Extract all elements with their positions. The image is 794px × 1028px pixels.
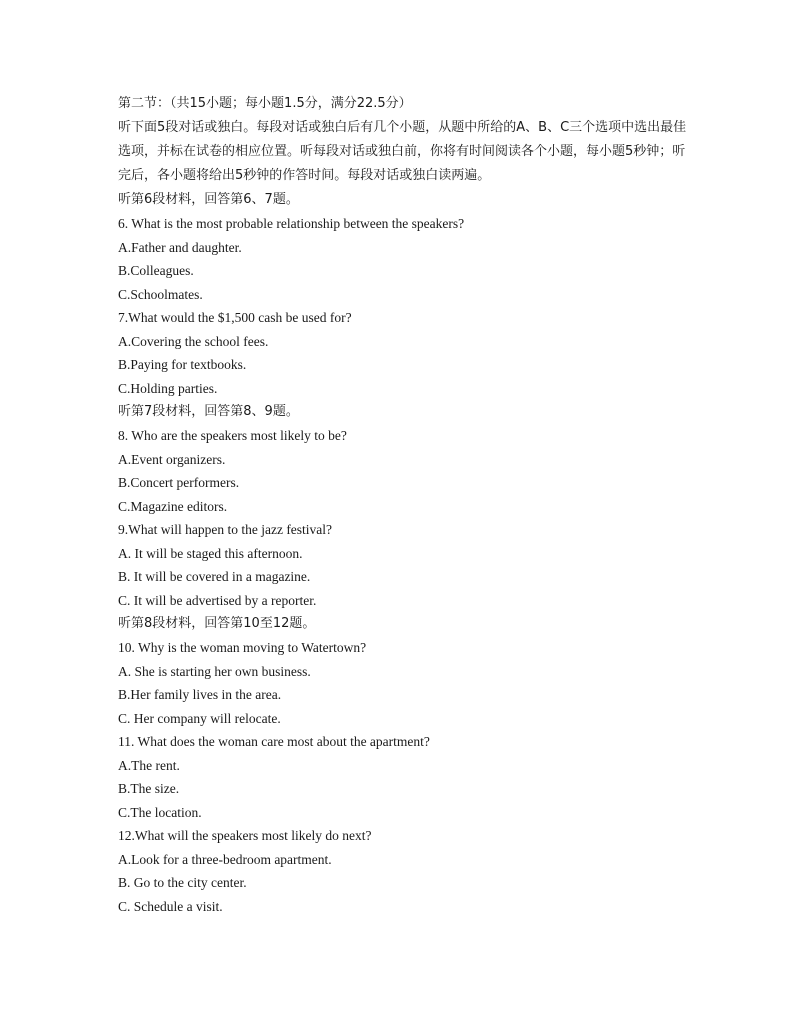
option-a: A.Father and daughter. (118, 239, 242, 255)
option-c: C. It will be advertised by a reporter. (118, 592, 317, 608)
option-c: C. Her company will relocate. (118, 710, 281, 726)
option-a: A.The rent. (118, 757, 180, 773)
question-stem: 12.What will the speakers most likely do next? (118, 828, 372, 843)
option-a: A. She is starting her own business. (118, 663, 311, 679)
option-b: B.The size. (118, 781, 180, 796)
option-c: C.Schoolmates. (118, 286, 203, 302)
option-b: B. Go to the city center. (118, 875, 247, 890)
option-b: B.Concert performers. (118, 475, 240, 490)
group-heading: 听第6段材料，回答第6、7题。 (118, 192, 299, 207)
option-b: B.Colleagues. (118, 263, 194, 278)
option-b: B. It will be covered in a magazine. (118, 569, 311, 584)
option-a: A.Event organizers. (118, 451, 226, 467)
question-stem: 8. Who are the speakers most likely to be? (118, 428, 347, 443)
option-c: C.Holding parties. (118, 380, 218, 396)
question-stem: 10. Why is the woman moving to Watertown? (118, 640, 367, 655)
option-b: B.Her family lives in the area. (118, 687, 282, 702)
section-instructions: 听下面5段对话或独白。每段对话或独白后有几个小题，从题中所给的A、B、C三个选项中选出最佳选项，并标在试卷的相应位置。听每段对话或独白前，你将有时间阅读各个小题，每小题5秒钟；听完后，各小题将给出5秒钟的作答时间。每段对话或独白读两遍。 (118, 120, 687, 183)
group-heading: 听第8段材料，回答第10至12题。 (118, 616, 316, 631)
question-stem: 6. What is the most probable relationship between the speakers? (118, 216, 465, 231)
option-c: C. Schedule a visit. (118, 898, 223, 914)
question-stem: 7.What would the $1,500 cash be used for? (118, 310, 352, 325)
option-c: C.Magazine editors. (118, 498, 228, 514)
question-stem: 11. What does the woman care most about the apartment? (118, 734, 430, 749)
exam-page (118, 92, 698, 918)
option-a: A. It will be staged this afternoon. (118, 545, 303, 561)
question-stem: 9.What will happen to the jazz festival? (118, 522, 333, 537)
section-title: 第二节：（共15小题；每小题1.5分，满分22.5分） (118, 96, 412, 111)
option-b: B.Paying for textbooks. (118, 357, 247, 372)
group-heading: 听第7段材料，回答第8、9题。 (118, 404, 299, 419)
option-a: A.Covering the school fees. (118, 333, 269, 349)
option-a: A.Look for a three-bedroom apartment. (118, 851, 332, 867)
option-c: C.The location. (118, 804, 202, 820)
